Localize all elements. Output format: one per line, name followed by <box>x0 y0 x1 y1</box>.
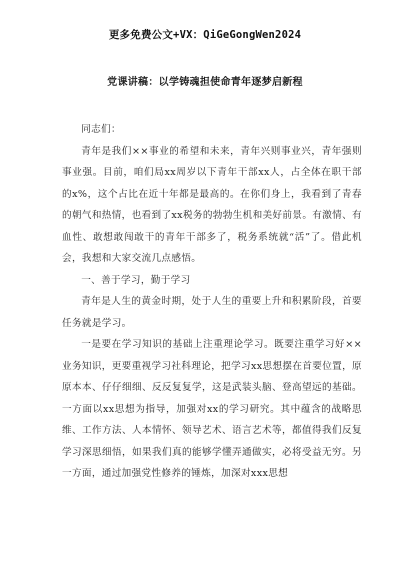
paragraph-youth: 青年是人生的黄金时期，处于人生的重要上升和积累阶段，首要任务就是学习。 <box>62 296 362 329</box>
document-body <box>62 119 362 485</box>
paragraph-study: 一是要在学习知识的基础上注重理论学习。既要注重学习好××业务知识，更要重视学习社科理论，把学习xx思想摆在首要位置，原原本本、仔仔细细、反反复复学，这是武装头脑、登高望远的基础。一方面以xx思想为指导，加强对xx的学习研究。其中蕴含的战略思维、工作方法、人本情怀、领导艺术、语言艺术等，都值得我们反复学习深思细悟，如果我们真的能够学懂弄通做实，必将受益无穷。另一方面，通过加强党性修养的锤炼，加深对xxx思想 <box>62 339 362 479</box>
document-title: 党课讲稿：以学铸魂担使命青年逐梦启新程 <box>107 77 303 88</box>
paragraph-intro: 青年是我们××事业的希望和未来，青年兴则事业兴，青年强则事业强。目前，咱们局xx周岁以下青年干部xx人，占全体在职干部的x%，这个占比在近十年都是最高的。在你们身上，我看到了青春的朝气和热情，也看到了xx税务的勃勃生机和美好前景。有激情、有血性、敢想敢闯敢干的青年干部多了，税务系统就“活”了。借此机会，我想和大家交流几点感悟。 <box>62 145 362 264</box>
watermark-header: 更多免费公文+VX：QiGeGongWen2024 <box>108 29 302 41</box>
greeting: 同志们： <box>81 124 121 135</box>
section-heading: 一、善于学习，勤于学习 <box>81 274 191 286</box>
